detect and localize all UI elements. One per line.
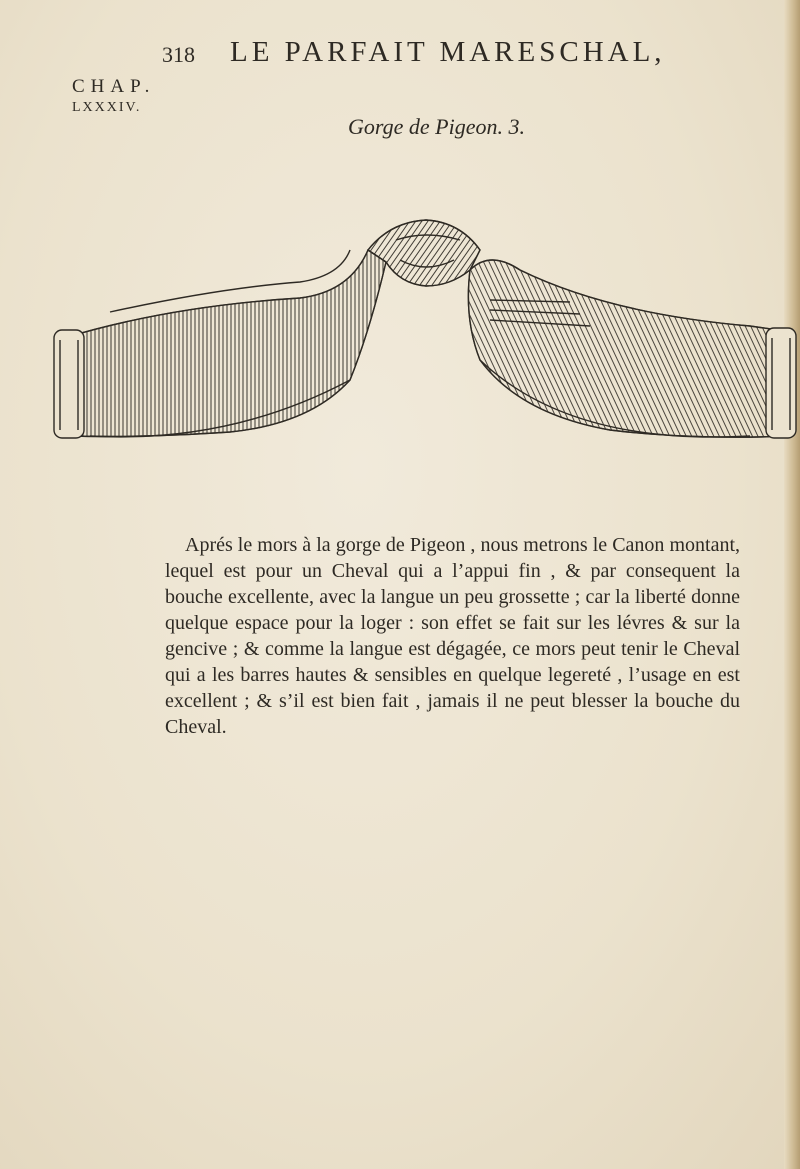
figure-caption: Gorge de Pigeon. 3. bbox=[348, 114, 525, 139]
body-paragraph: Aprés le mors à la gorge de Pigeon , nous metrons le Canon montant, lequel est pour un Cheval qui a l’appui fin , & par consequent la bouche excellente, avec la langue un peu grossette ; car la liberté donne quelque espace pour la loger : son effet se fait sur les lévres & sur la gencive ; & comme la langue est dégagée, ce mors peut tenir le Cheval qui a les barres hautes & sensibles en quelque legereté , l’usage en est excellent ; & s’il est bien fait , jamais il ne peut blesser la bouche du Cheval. bbox=[165, 534, 740, 738]
page-number: 318 bbox=[162, 42, 195, 67]
chapter-number: LXXXIV. bbox=[72, 100, 142, 115]
page-header bbox=[162, 36, 722, 76]
bit-mouthpiece-engraving bbox=[50, 210, 800, 475]
chapter-marker bbox=[72, 76, 192, 116]
body-text bbox=[165, 532, 740, 740]
page-binding-edge bbox=[784, 0, 800, 1169]
chapter-label: CHAP. bbox=[72, 76, 156, 97]
running-title: LE PARFAIT MARESCHAL, bbox=[230, 36, 666, 68]
